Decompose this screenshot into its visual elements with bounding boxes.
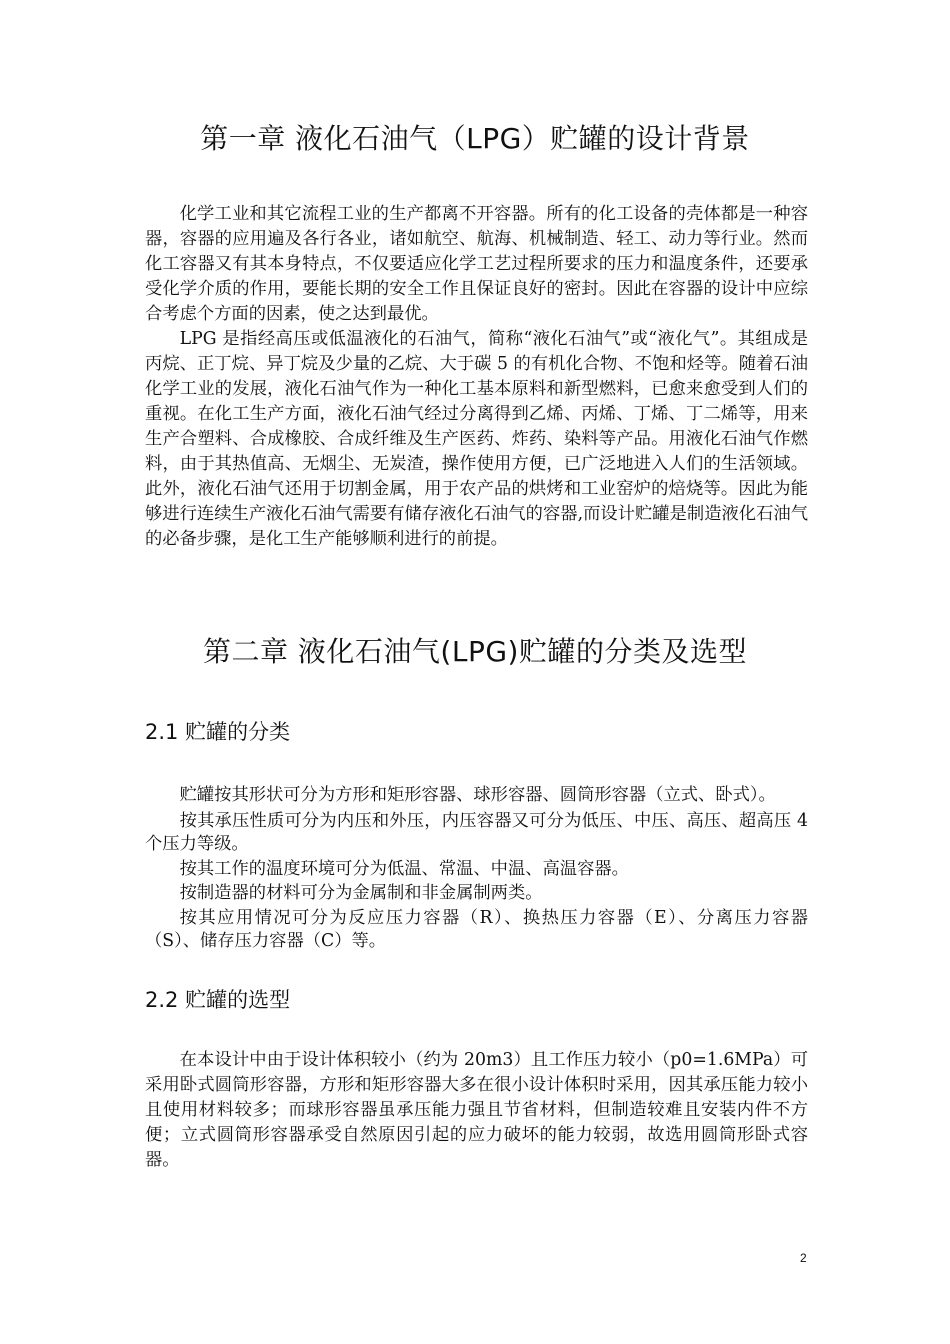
section-2-1-paragraph-3: 按其工作的温度环境可分为低温、常温、中温、高温容器。 xyxy=(179,859,629,879)
section-2-2-heading: 2.2 贮罐的选型 xyxy=(145,988,291,1012)
section-2-1-paragraph-1: 贮罐按其形状可分为方形和矩形容器、球形容器、圆筒形容器（立式、卧式）。 xyxy=(179,785,776,805)
chapter-1-title: 第一章 液化石油气（LPG）贮罐的设计背景 xyxy=(200,122,750,155)
section-2-1-paragraph-2: 按其承压性质可分为内压和外压，内压容器又可分为低压、中压、高压、超高压 4 个压力等级。 xyxy=(145,811,808,854)
chapter-2-title: 第二章 液化石油气(LPG)贮罐的分类及选型 xyxy=(203,635,747,668)
section-2-2-paragraph-1: 在本设计中由于设计体积较小（约为 20m3）且工作压力较小（p0=1.6MPa）可采用卧式圆筒形容器，方形和矩形容器大多在很小设计体积时采用，因其承压能力较小且使用材料较多；而球形容器虽承压能力强且节省材料，但制造较难且安装内件不方便；立式圆筒形容器承受自然原因引起的应力破坏的能力较弱，故选用圆筒形卧式容器。 xyxy=(145,1050,808,1170)
section-2-1-paragraph-5: 按其应用情况可分为反应压力容器（R）、换热压力容器（E）、分离压力容器（S）、储存压力容器（C）等。 xyxy=(145,908,808,951)
chapter-1-paragraph-2: LPG 是指经高压或低温液化的石油气，简称“液化石油气”或“液化气”。其组成是丙烷、正丁烷、异丁烷及少量的乙烷、大于碳 5 的有机化合物、不饱和烃等。随着石油化学工业的发展，液化石油气作为一种化工基本原料和新型燃料，已愈来愈受到人们的重视。在化工生产方面，液化石油气经过分离得到乙烯、丙烯、丁烯、丁二烯等，用来生产合塑料、合成橡胶、合成纤维及生产医药、炸药、染料等产品。用液化石油气作燃料，由于其热值高、无烟尘、无炭渣，操作使用方便，已广泛地进入人们的生活领域。此外，液化石油气还用于切割金属，用于农产品的烘烤和工业窑炉的焙烧等。因此为能够进行连续生产液化石油气需要有储存液化石油气的容器,而设计贮罐是制造液化石油气的必备步骤，是化工生产能够顺利进行的前提。 xyxy=(145,329,808,549)
section-2-1-paragraph-4: 按制造器的材料可分为金属制和非金属制两类。 xyxy=(179,883,543,903)
section-2-1-heading: 2.1 贮罐的分类 xyxy=(145,720,291,744)
chapter-1-paragraph-1: 化学工业和其它流程工业的生产都离不开容器。所有的化工设备的壳体都是一种容器，容器的应用遍及各行各业，诸如航空、航海、机械制造、轻工、动力等行业。然而化工容器又有其本身特点，不仅要适应化学工艺过程所要求的压力和温度条件，还要承受化学介质的作用，要能长期的安全工作且保证良好的密封。因此在容器的设计中应综合考虑个方面的因素，使之达到最优。 xyxy=(145,204,808,324)
page-number: 2 xyxy=(800,1251,807,1265)
